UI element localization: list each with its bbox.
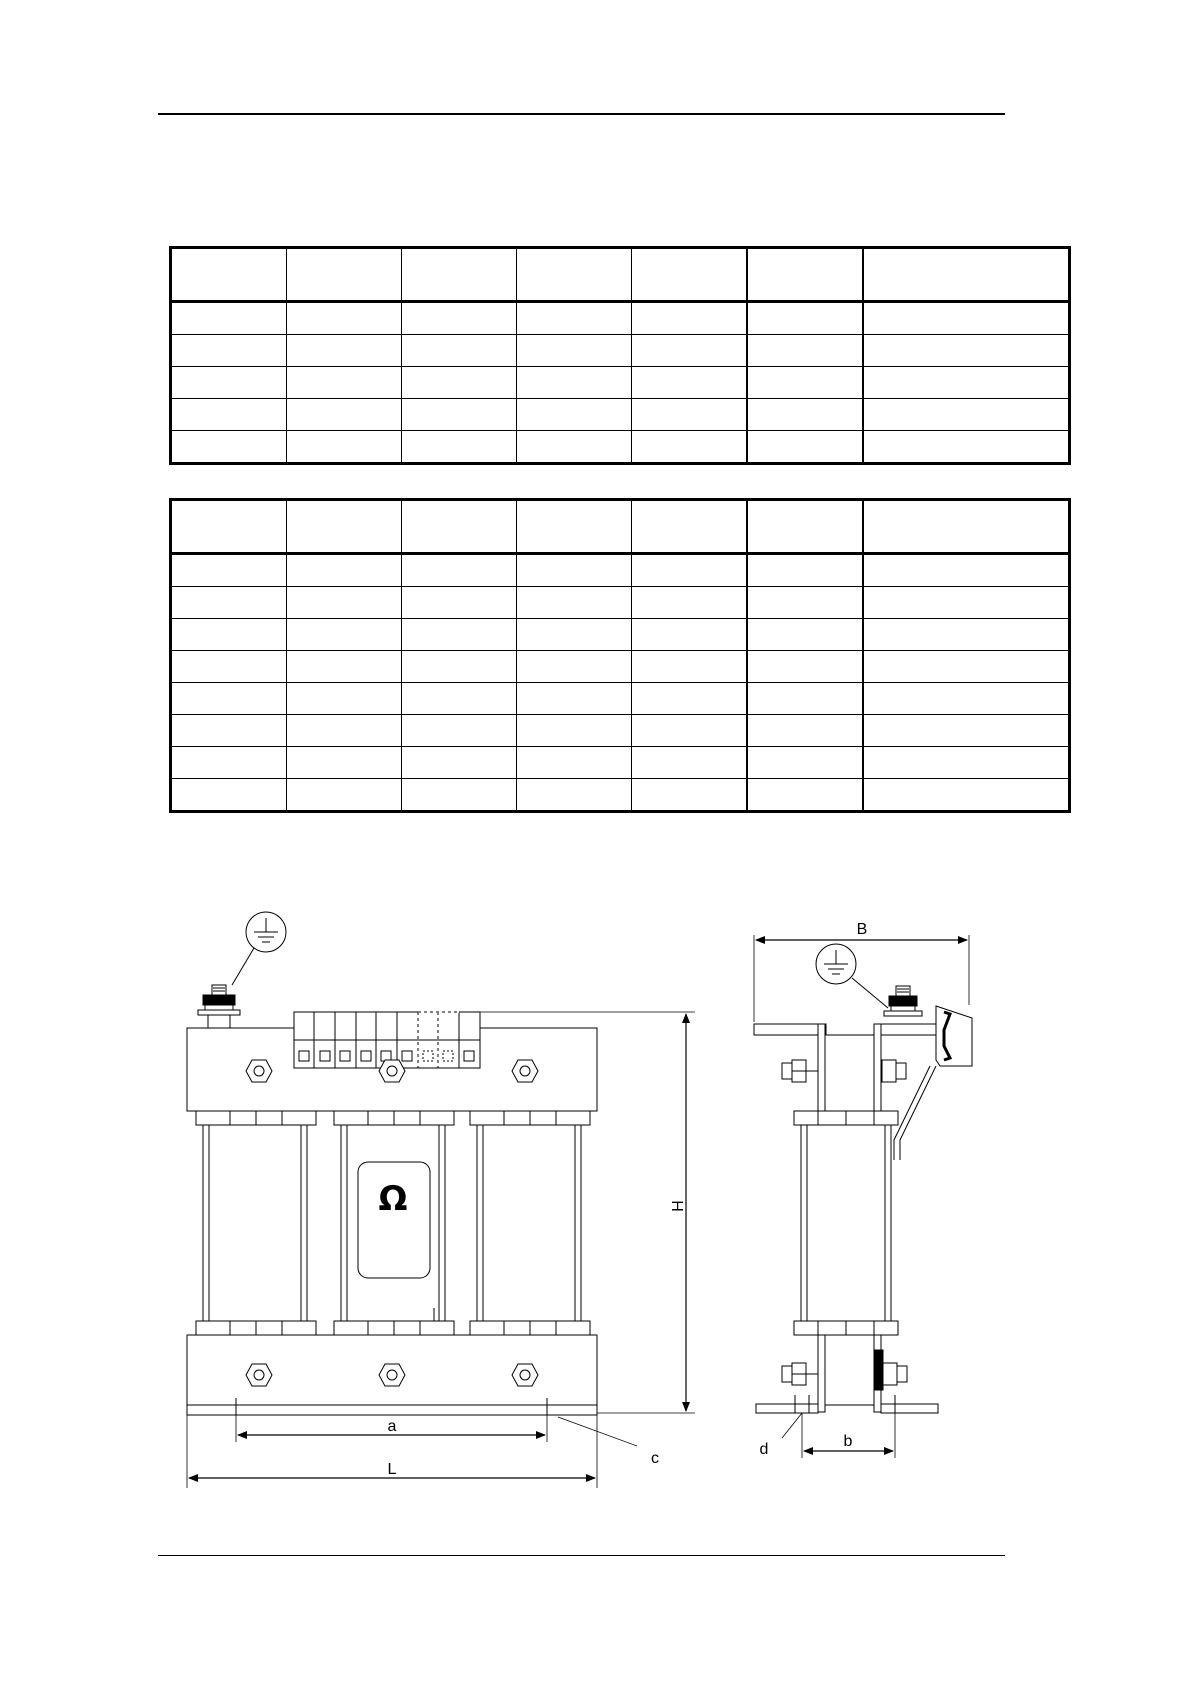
yoke-bolt (512, 1060, 538, 1082)
mounting-foot (187, 1405, 597, 1415)
earth-ground-icon (232, 912, 286, 985)
side-view (754, 935, 972, 1458)
earth-ground-icon (816, 944, 888, 1008)
dim-label-H: H (668, 1200, 685, 1212)
yoke-bolt (379, 1060, 405, 1082)
yoke-bolt (512, 1364, 538, 1386)
dim-label-L: L (387, 1461, 397, 1478)
coil-right (470, 1111, 590, 1335)
side-bolt (883, 1363, 907, 1385)
side-bolt (882, 1060, 906, 1082)
coil-side (794, 1111, 898, 1335)
yoke-bolt (246, 1364, 272, 1386)
dim-label-a: a (387, 1418, 397, 1435)
coil-center (334, 1111, 454, 1335)
leader-d (782, 1413, 802, 1438)
dim-label-B: B (856, 921, 868, 938)
ground-stud (198, 985, 240, 1029)
yoke-bolt (379, 1364, 405, 1386)
coil-left (196, 1111, 316, 1335)
footer-rule (158, 1555, 1005, 1556)
front-view (187, 912, 695, 1488)
nameplate-symbol: Ω (378, 1179, 408, 1219)
dim-label-c: c (651, 1450, 659, 1467)
side-bolt (782, 1363, 818, 1385)
dim-label-b: b (843, 1433, 853, 1450)
ground-stud (884, 986, 922, 1016)
yoke-bolt (246, 1060, 272, 1082)
side-bolt (782, 1060, 818, 1082)
dim-label-d: d (759, 1441, 769, 1458)
leader-c (558, 1417, 637, 1446)
